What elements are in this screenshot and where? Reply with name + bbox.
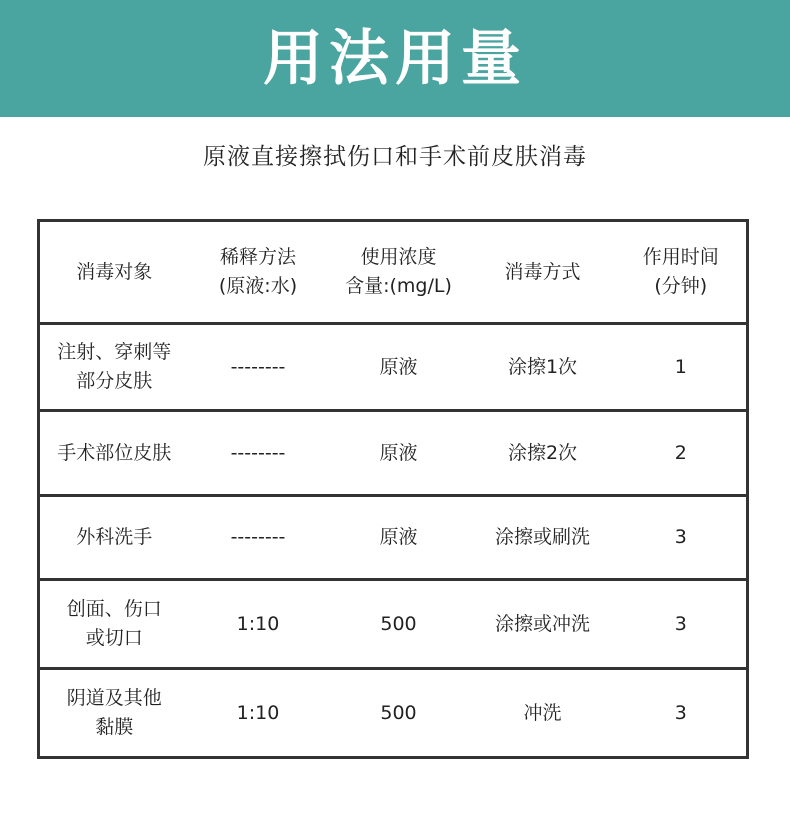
time-cell: 3 (616, 669, 748, 758)
time-cell: 3 (616, 496, 748, 580)
dilution-cell: -------- (189, 496, 328, 580)
time-cell: 2 (616, 411, 748, 496)
target-cell (39, 411, 189, 496)
dilution-cell: 1:10 (189, 669, 328, 758)
header-dilution-note: (原液:水) (218, 275, 298, 297)
table-row (39, 580, 748, 669)
usage-table (37, 219, 749, 759)
header-dilution-label: 稀释方法 (219, 246, 296, 268)
target-cell (39, 324, 189, 411)
header-time (616, 221, 748, 324)
method-cell: 涂擦或冲洗 (470, 580, 616, 669)
target-text: 黏膜 (95, 716, 134, 738)
header-concentration-unit: 含量:(mg/L) (345, 275, 452, 297)
target-text: 外科洗手 (76, 526, 153, 548)
page-title: 用法用量 (263, 23, 527, 94)
target-text: 阴道及其他 (66, 687, 162, 709)
table-row (39, 324, 748, 411)
usage-description: 原液直接擦拭伤口和手术前皮肤消毒 (203, 144, 587, 170)
time-cell: 1 (616, 324, 748, 411)
concentration-cell: 原液 (328, 496, 470, 580)
table-row (39, 669, 748, 758)
concentration-cell: 500 (328, 580, 470, 669)
header-concentration (328, 221, 470, 324)
time-cell: 3 (616, 580, 748, 669)
dilution-cell: -------- (189, 411, 328, 496)
concentration-cell: 原液 (328, 324, 470, 411)
target-text: 创面、伤口 (66, 598, 162, 620)
concentration-cell: 原液 (328, 411, 470, 496)
header-target (39, 221, 189, 324)
table-header-row (39, 221, 748, 324)
table-row (39, 496, 748, 580)
target-cell (39, 496, 189, 580)
title-banner (0, 0, 790, 117)
header-dilution (189, 221, 328, 324)
target-text: 注射、穿刺等 (57, 341, 172, 363)
method-cell: 涂擦1次 (470, 324, 616, 411)
target-cell (39, 580, 189, 669)
method-cell: 冲洗 (470, 669, 616, 758)
header-concentration-label: 使用浓度 (360, 246, 437, 268)
header-time-label: 作用时间 (642, 246, 719, 268)
target-text: 或切口 (85, 627, 143, 649)
header-time-unit: (分钟) (654, 275, 708, 297)
dilution-cell: 1:10 (189, 580, 328, 669)
target-text: 手术部位皮肤 (57, 441, 172, 464)
header-method-label: 消毒方式 (504, 260, 581, 283)
header-method (470, 221, 616, 324)
table-row (39, 411, 748, 496)
concentration-cell: 500 (328, 669, 470, 758)
target-text: 部分皮肤 (76, 370, 153, 392)
target-cell (39, 669, 189, 758)
method-cell: 涂擦或刷洗 (470, 496, 616, 580)
header-target-label: 消毒对象 (76, 260, 153, 283)
dilution-cell: -------- (189, 324, 328, 411)
method-cell: 涂擦2次 (470, 411, 616, 496)
